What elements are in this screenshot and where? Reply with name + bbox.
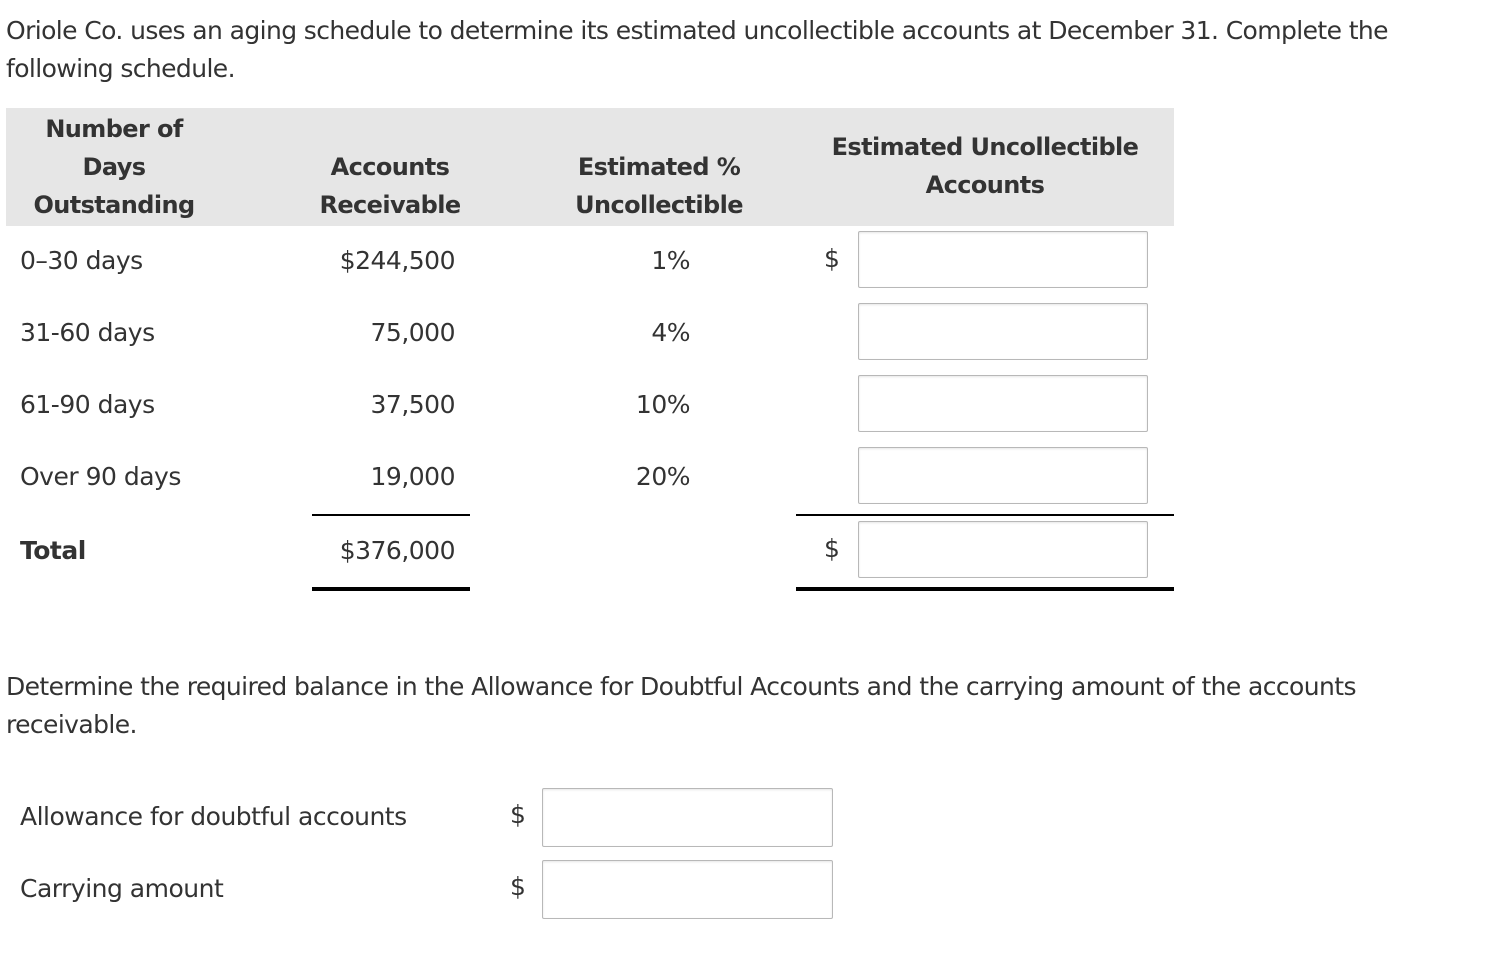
row-receivable: 75,000: [370, 318, 455, 347]
estimated-uncollectible-input-61-90[interactable]: [858, 375, 1148, 432]
header-estimated-percent: [550, 148, 768, 224]
carrying-amount-input[interactable]: [542, 860, 833, 919]
header-pct-line2: Uncollectible: [575, 191, 743, 219]
header-ar-line2: Receivable: [319, 191, 461, 219]
allowance-label: Allowance for doubtful accounts: [20, 802, 407, 831]
subtotal-rule-estimated: [796, 514, 1174, 516]
total-rule-estimated: [796, 587, 1174, 591]
row-receivable: $244,500: [339, 246, 455, 275]
estimated-uncollectible-input-0-30[interactable]: [858, 231, 1148, 288]
row-receivable: 19,000: [370, 462, 455, 491]
row-percent: 1%: [651, 246, 690, 275]
dollar-sign: $: [510, 872, 526, 901]
carrying-amount-label: Carrying amount: [20, 874, 224, 903]
subtotal-rule-receivable: [312, 514, 470, 516]
total-receivable: $376,000: [339, 536, 455, 565]
row-label: Over 90 days: [20, 462, 181, 491]
row-label: 0–30 days: [20, 246, 143, 275]
dollar-sign: $: [510, 800, 526, 829]
header-eua-line2: Accounts: [925, 171, 1045, 199]
intro-text: Oriole Co. uses an aging schedule to determine its estimated uncollectible accounts at December 31. Complete the following schedule.: [6, 16, 1388, 83]
row-percent: 4%: [651, 318, 690, 347]
dollar-sign: $: [824, 244, 840, 273]
row-percent: 10%: [635, 390, 690, 419]
header-days-line2: Days: [82, 153, 146, 181]
header-accounts-receivable: [300, 148, 480, 224]
estimated-uncollectible-input-over-90[interactable]: [858, 447, 1148, 504]
dollar-sign: $: [824, 534, 840, 563]
allowance-input[interactable]: [542, 788, 833, 847]
header-days-line3: Outstanding: [33, 191, 195, 219]
header-days-line1: Number of: [45, 115, 183, 143]
total-rule-receivable: [312, 587, 470, 591]
header-ar-line1: Accounts: [330, 153, 450, 181]
row-label: 61-90 days: [20, 390, 155, 419]
row-receivable: 37,500: [370, 390, 455, 419]
estimated-uncollectible-input-31-60[interactable]: [858, 303, 1148, 360]
header-days-outstanding: [10, 110, 218, 224]
part2-text: Determine the required balance in the Allowance for Doubtful Accounts and the carrying amount of the accounts receivable.: [6, 672, 1356, 739]
row-percent: 20%: [635, 462, 690, 491]
total-label: Total: [20, 536, 86, 565]
header-pct-line1: Estimated %: [577, 153, 741, 181]
row-label: 31-60 days: [20, 318, 155, 347]
estimated-uncollectible-total-input[interactable]: [858, 521, 1148, 578]
header-estimated-uncollectible: [800, 128, 1170, 204]
header-eua-line1: Estimated Uncollectible: [831, 133, 1139, 161]
